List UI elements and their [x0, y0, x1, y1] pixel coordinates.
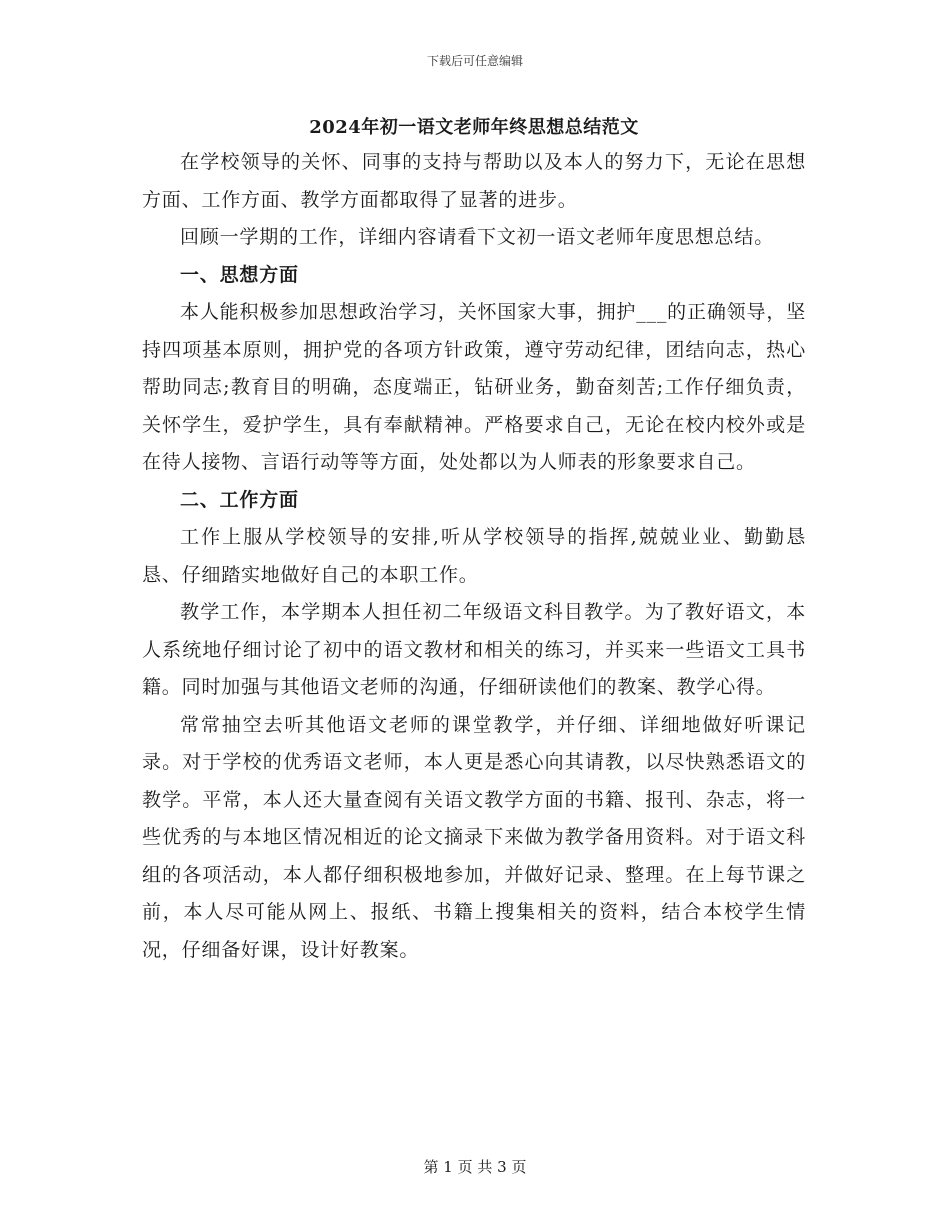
- section-2-paragraph-3: 常常抽空去听其他语文老师的课堂教学，并仔细、详细地做好听课记录。对于学校的优秀语文老师，本人更是悉心向其请教，以尽快熟悉语文的教学。平常，本人还大量查阅有关语文教学方面的书籍、报刊、杂志，将一些优秀的与本地区情况相近的论文摘录下来做为教学备用资料。对于语文科组的各项活动，本人都仔细积极地参加，并做好记录、整理。在上每节课之前，本人尽可能从网上、报纸、书籍上搜集相关的资料，结合本校学生情况，仔细备好课，设计好教案。: [142, 713, 806, 961]
- section-1-heading: 一、思想方面: [180, 263, 299, 286]
- intro-paragraph-2: 回顾一学期的工作，详细内容请看下文初一语文老师年度思想总结。: [180, 226, 775, 248]
- section-1-paragraph-1: 本人能积极参加思想政治学习，关怀国家大事，拥护___的正确领导，坚持四项基本原则，拥护党的各项方针政策，遵守劳动纪律，团结向志，热心帮助同志;教育目的明确，态度端正，钻研业务，勤奋刻苦;工作仔细负责，关怀学生，爱护学生，具有奉献精神。严格要求自己，无论在校内校外或是在待人接物、言语行动等等方面，处处都以为人师表的形象要求自己。: [142, 301, 806, 473]
- section-2-paragraph-1: 工作上服从学校领导的安排,听从学校领导的指挥,兢兢业业、勤勤恳恳、仔细踏实地做好自己的本职工作。: [142, 526, 806, 586]
- section-2-heading: 二、工作方面: [180, 488, 299, 511]
- section-2-paragraph-2: 教学工作，本学期本人担任初二年级语文科目教学。为了教好语文，本人系统地仔细讨论了初中的语文教材和相关的练习，并买来一些语文工具书籍。同时加强与其他语文老师的沟通，仔细研读他们的教案、教学心得。: [142, 601, 806, 698]
- document-body: [142, 112, 806, 969]
- page-number-footer: 第 1 页 共 3 页: [423, 1158, 527, 1176]
- page-header-note: 下载后可任意编辑: [426, 54, 523, 68]
- intro-paragraph-1: 在学校领导的关怀、同事的支持与帮助以及本人的努力下，无论在思想方面、工作方面、教学方面都取得了显著的进步。: [142, 151, 806, 211]
- document-title: 2024年初一语文老师年终思想总结范文: [309, 117, 639, 138]
